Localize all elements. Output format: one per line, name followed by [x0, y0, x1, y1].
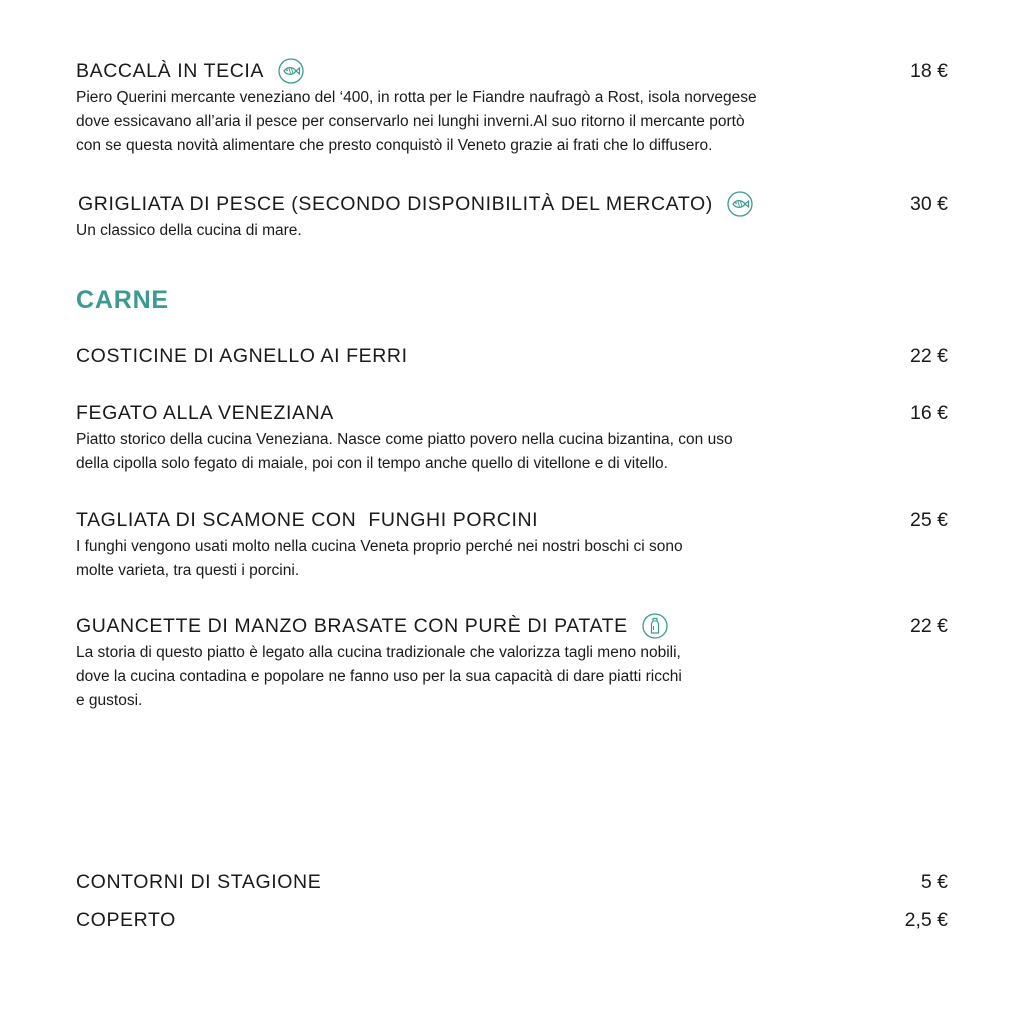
- menu-item-grigliata: [76, 191, 948, 243]
- menu-item-name: COPERTO: [76, 909, 176, 931]
- menu-item-description: Piero Querini mercante veneziano del ‘400, in rotta per le Fiandre naufragò a Rost, isola norvegese dove essicavano all’aria il pesce per conservarlo nei lunghi inverni.Al suo ritorno il mercante portò con se questa novità alimentare che presto conquistò il Veneto grazie ai frati che lo diffusero.: [76, 89, 757, 154]
- fish-icon: [727, 191, 753, 217]
- menu-item-description: I funghi vengono usati molto nella cucina Veneta proprio perché nei nostri boschi ci sono molte varieta, tra questi i porcini.: [76, 538, 683, 579]
- fish-icon: [278, 58, 304, 84]
- menu-item-price: 25 €: [910, 509, 948, 531]
- section-title-carne: CARNE: [76, 286, 169, 314]
- menu-item-tagliata: [76, 507, 948, 583]
- menu-item-description: Un classico della cucina di mare.: [76, 222, 302, 239]
- menu-item-baccala: [76, 58, 948, 158]
- menu-item-price: 2,5 €: [904, 909, 948, 931]
- menu-item-description: Piatto storico della cucina Veneziana. Nasce come piatto povero nella cucina bizantina, con uso della cipolla solo fegato di maiale, poi con il tempo anche quello di vitellone e di vitello.: [76, 431, 733, 472]
- menu-item-price: 16 €: [910, 402, 948, 424]
- menu-item-costicine: [76, 343, 948, 369]
- menu-item-price: 18 €: [910, 60, 948, 82]
- menu-item-name: FEGATO ALLA VENEZIANA: [76, 402, 334, 424]
- menu-item-contorni: [76, 869, 948, 895]
- menu-item-name: CONTORNI DI STAGIONE: [76, 871, 322, 893]
- menu-item-name: TAGLIATA DI SCAMONE CON FUNGHI PORCINI: [76, 509, 539, 531]
- menu-item-price: 22 €: [910, 345, 948, 367]
- menu-item-name: GRIGLIATA DI PESCE (SECONDO DISPONIBILITÀ DEL MERCATO): [78, 191, 753, 217]
- menu-item-price: 5 €: [920, 871, 948, 893]
- menu-item-name: BACCALÀ IN TECIA: [76, 58, 304, 84]
- menu-item-price: 22 €: [910, 615, 948, 637]
- menu-item-name: COSTICINE DI AGNELLO AI FERRI: [76, 345, 408, 367]
- menu-item-name: GUANCETTE DI MANZO BRASATE CON PURÈ DI PATATE: [76, 613, 668, 639]
- menu-item-description: La storia di questo piatto è legato alla cucina tradizionale che valorizza tagli meno nobili, dove la cucina contadina e popolare ne fanno uso per la sua capacità di dare piatti ricchi e gustosi.: [76, 644, 682, 709]
- milk-bottle-icon: [642, 613, 668, 639]
- menu-item-price: 30 €: [910, 193, 948, 215]
- menu-item-fegato: [76, 400, 948, 476]
- menu-item-guancette: [76, 613, 948, 713]
- menu-item-coperto: [76, 907, 948, 933]
